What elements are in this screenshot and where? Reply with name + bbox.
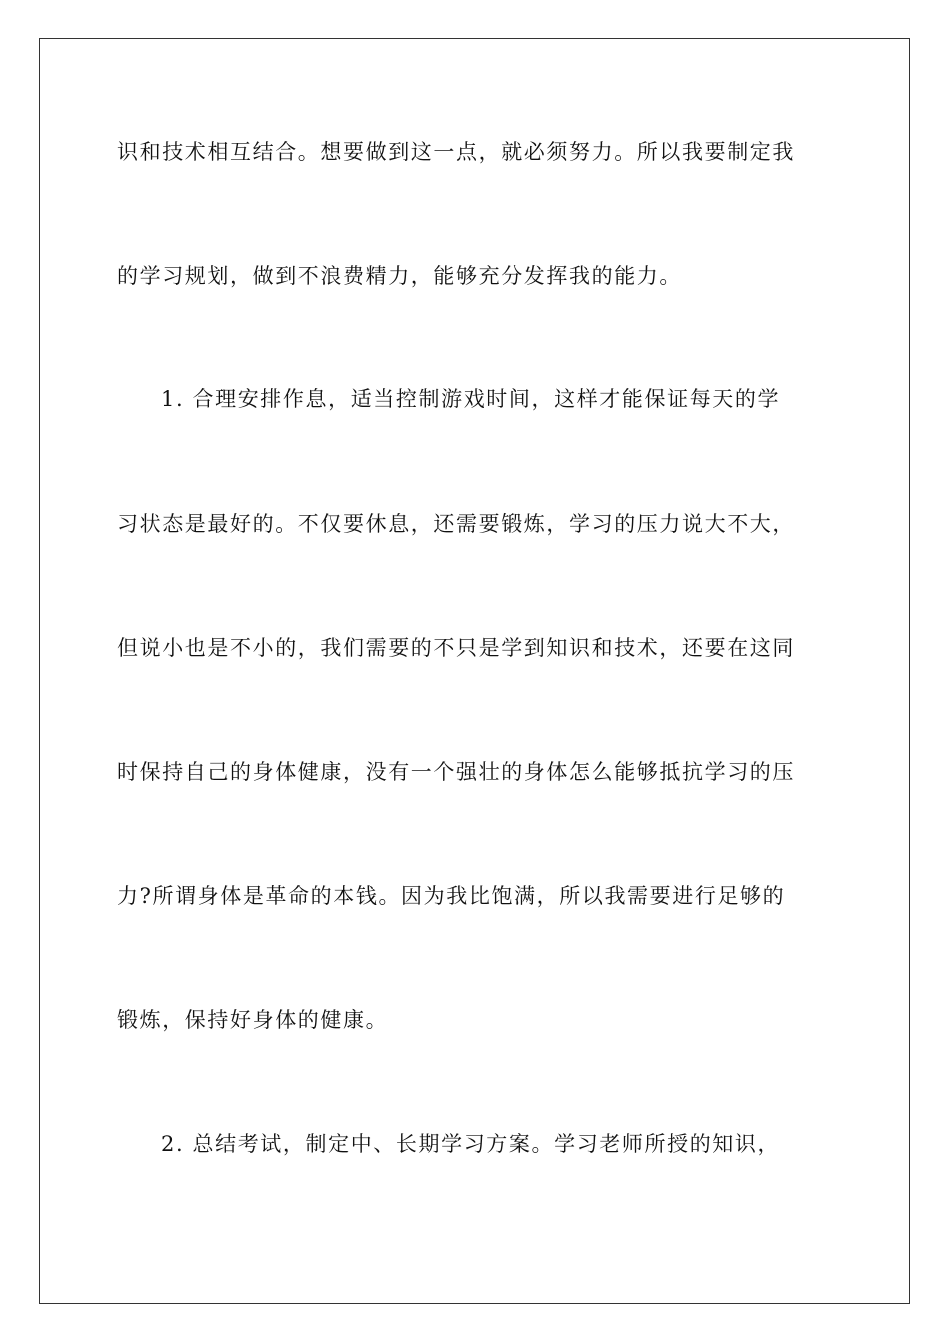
page-border — [39, 38, 910, 1304]
list-item-2-line: 2. 总结考试，制定中、长期学习方案。学习老师所授的知识， — [161, 1132, 781, 1156]
text-line: 锻炼，保持好身体的健康。 — [117, 1008, 389, 1032]
list-item-1-line: 1. 合理安排作息，适当控制游戏时间，这样才能保证每天的学 — [161, 387, 781, 411]
text-line: 力?所谓身体是革命的本钱。因为我比饱满，所以我需要进行足够的 — [117, 884, 786, 908]
text-line: 的学习规划，做到不浪费精力，能够充分发挥我的能力。 — [117, 264, 682, 288]
text-line: 但说小也是不小的，我们需要的不只是学到知识和技术，还要在这同 — [117, 636, 795, 660]
text-line: 识和技术相互结合。想要做到这一点，就必须努力。所以我要制定我 — [117, 140, 795, 164]
text-line: 时保持自己的身体健康，没有一个强壮的身体怎么能够抵抗学习的压 — [117, 760, 795, 784]
text-line: 习状态是最好的。不仅要休息，还需要锻炼，学习的压力说大不大， — [117, 512, 795, 536]
